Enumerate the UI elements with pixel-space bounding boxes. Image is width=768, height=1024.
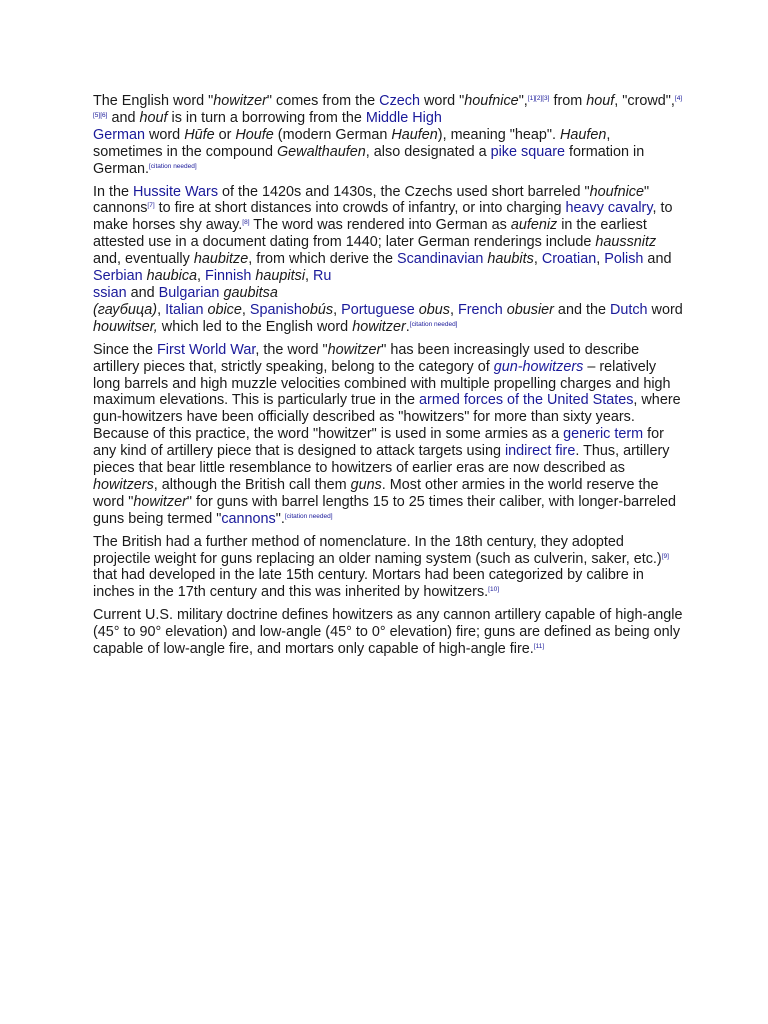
citation-ref-link[interactable]: [8]: [242, 219, 250, 227]
text-run: , where gun-howitzers have been officially described as "howitzers" for more than sixty years. Because of this practice, the word "howitzer" is used in some armies as a: [93, 392, 681, 443]
text-run: – relatively long barrels and high muzzle velocities combined with multiple propelling charges and high maximum elevations. This is particularly true in the: [93, 358, 671, 409]
italic-term: howitzers: [93, 476, 154, 493]
text-run: from: [549, 93, 587, 109]
italic-term: haussnitz: [595, 234, 657, 251]
text-run: ,: [449, 301, 458, 318]
italic-term: guns: [350, 476, 382, 493]
wiki-link[interactable]: French: [457, 301, 503, 318]
article-body: [93, 93, 683, 664]
text-run: The British had a further method of nomenclature. In the 18th century, they adopted projectile weight for guns replacing an older naming system (such as culverin, saker, etc.): [93, 533, 662, 567]
text-run: ".: [275, 510, 285, 527]
citation-ref-link[interactable]: [11]: [533, 643, 545, 651]
text-run: , the word ": [255, 341, 328, 358]
wiki-link[interactable]: armed forces of the United States: [419, 392, 634, 409]
italic-term: haupitsi: [255, 268, 306, 285]
wiki-link[interactable]: Finnish: [205, 268, 252, 285]
text-run: and, eventually: [93, 251, 194, 268]
text-run: " cannons: [93, 183, 650, 217]
italic-term: haubica: [146, 268, 198, 285]
citation-ref-link[interactable]: [1][2][3]: [527, 95, 550, 102]
wiki-link[interactable]: gun-howitzers: [493, 358, 584, 375]
text-run: and: [126, 284, 159, 301]
text-run: ), meaning "heap".: [437, 126, 560, 143]
text-run: , although the British call them: [153, 476, 351, 493]
italic-term: howitzer: [213, 93, 267, 109]
italic-term: Houfe: [235, 126, 274, 143]
wiki-link[interactable]: Italian: [165, 301, 204, 318]
wiki-link[interactable]: Bulgarian: [158, 284, 220, 301]
text-run: Since the: [93, 341, 157, 358]
text-run: for any kind of artillery piece that is designed to attack targets using: [93, 426, 664, 460]
wiki-link[interactable]: Ru: [313, 268, 332, 285]
text-run: formation in German.: [93, 143, 645, 177]
text-run: which led to the English word: [157, 318, 353, 335]
text-run: ,: [197, 268, 206, 285]
text-run: to fire at short distances into crowds of infantry, or into charging: [154, 200, 566, 217]
wiki-link[interactable]: heavy cavalry: [565, 200, 653, 217]
text-run: in the earliest attested use in a document dating from 1440; later German renderings include: [93, 217, 647, 251]
text-run: The English word ": [93, 93, 214, 109]
italic-term: obusier: [506, 301, 554, 318]
text-run: ,: [241, 301, 250, 318]
text-run: ,: [305, 268, 314, 285]
text-run: ,: [333, 301, 342, 318]
text-run: , sometimes in the compound: [93, 126, 611, 160]
italic-term: howitzer: [352, 318, 406, 335]
text-run: word: [647, 301, 683, 318]
wiki-link[interactable]: German: [93, 126, 145, 143]
text-run: and: [107, 109, 140, 126]
text-run: ,: [533, 251, 542, 268]
paragraph-gun-howitzers: [93, 342, 683, 528]
citation-ref-link[interactable]: [10]: [488, 586, 500, 594]
italic-term: houfnice: [589, 183, 644, 200]
italic-term: gaubitsa: [223, 284, 278, 301]
wiki-link[interactable]: indirect fire: [504, 443, 576, 460]
text-run: or: [214, 126, 236, 143]
wiki-link[interactable]: Polish: [604, 251, 644, 268]
wiki-link[interactable]: Serbian: [93, 268, 143, 285]
text-run: that had developed in the late 15th century. Mortars had been categorized by calibre in inches in the 17th century and this was inherited by howitzers.: [93, 567, 644, 601]
citation-ref-link[interactable]: [citation needed]: [148, 162, 197, 170]
wiki-link[interactable]: pike square: [490, 143, 566, 160]
italic-term: obus: [418, 301, 450, 318]
text-run: . Thus, artillery pieces that bear little resemblance to howitzers of earlier eras are now described as: [93, 443, 670, 477]
paragraph-hussite-wars: [93, 184, 683, 336]
text-run: ",: [518, 93, 528, 109]
text-run: . Most other armies in the world reserve the word ": [93, 476, 659, 510]
italic-term: Gewalthaufen: [276, 143, 366, 160]
wiki-link[interactable]: Hussite Wars: [133, 183, 219, 200]
wiki-link[interactable]: Spanish: [249, 301, 302, 318]
text-run: The word was rendered into German as: [249, 217, 511, 234]
paragraph-british-nomenclature: [93, 534, 683, 602]
italic-term: Hūfe: [184, 126, 215, 143]
wiki-link[interactable]: Czech: [379, 93, 420, 109]
italic-term: (гаубица): [93, 301, 158, 318]
text-run: , to make horses shy away.: [93, 200, 673, 234]
text-run: " has been increasingly used to describe artillery pieces that, strictly speaking, belong to the category of: [93, 341, 640, 375]
text-run: , from which derive the: [248, 251, 397, 268]
italic-term: haubits: [487, 251, 534, 268]
italic-term: haubitze: [193, 251, 249, 268]
citation-ref-link[interactable]: [citation needed]: [284, 512, 333, 520]
text-run: word ": [419, 93, 465, 109]
italic-term: houf: [586, 93, 615, 109]
citation-ref-link[interactable]: [9]: [661, 552, 669, 560]
paragraph-us-doctrine: [93, 607, 683, 658]
italic-term: houwitser,: [93, 318, 158, 335]
text-run: and: [643, 251, 672, 268]
wiki-link[interactable]: Croatian: [541, 251, 597, 268]
text-run: Current U.S. military doctrine defines howitzers as any cannon artillery capable of high-angle (45° to 90° elevation) and low-angle (45° to 0° elevation) fire; guns are defined as being only capable of low-angle fire, and mortars only capable of high-angle fire.: [93, 607, 683, 658]
italic-term: Haufen: [560, 126, 607, 143]
citation-ref-link[interactable]: [7]: [147, 202, 155, 210]
italic-term: Haufen: [391, 126, 438, 143]
wiki-link[interactable]: Middle High: [365, 109, 442, 126]
text-run: " comes from the: [266, 93, 380, 109]
citation-ref-link[interactable]: [citation needed]: [409, 320, 458, 328]
italic-term: howitzer: [327, 341, 382, 358]
text-run: .: [405, 318, 410, 335]
italic-term: houfnice: [464, 93, 519, 109]
wiki-link[interactable]: Scandinavian: [397, 251, 484, 268]
text-run: of the 1420s and 1430s, the Czechs used short barreled ": [218, 183, 590, 200]
wiki-link[interactable]: Portuguese: [341, 301, 415, 318]
italic-term: houf: [139, 109, 168, 126]
text-run: ,: [157, 301, 166, 318]
text-run: (modern German: [273, 126, 392, 143]
paragraph-etymology: [93, 93, 683, 178]
wiki-link[interactable]: ssian: [93, 284, 127, 301]
text-run: and the: [553, 301, 610, 318]
text-run: In the: [93, 183, 134, 200]
text-run: , also designated a: [365, 143, 491, 160]
text-run: word: [144, 126, 185, 143]
text-run: is in turn a borrowing from the: [167, 109, 366, 126]
wiki-link[interactable]: generic term: [563, 426, 644, 443]
wiki-link[interactable]: Dutch: [609, 301, 648, 318]
citation-ref-link[interactable]: [4][5][6]: [93, 95, 683, 119]
wiki-link[interactable]: cannons: [221, 510, 276, 527]
text-run: , "crowd",: [614, 93, 675, 109]
wiki-link[interactable]: First World War: [157, 341, 256, 358]
italic-term: aufeniz: [510, 217, 558, 234]
italic-term: obice: [207, 301, 242, 318]
italic-term: obús: [301, 301, 334, 318]
text-run: " for guns with barrel lengths 15 to 25 times their caliber, with longer-barreled guns being termed ": [93, 493, 676, 527]
italic-term: howitzer: [133, 493, 187, 510]
text-run: ,: [596, 251, 605, 268]
